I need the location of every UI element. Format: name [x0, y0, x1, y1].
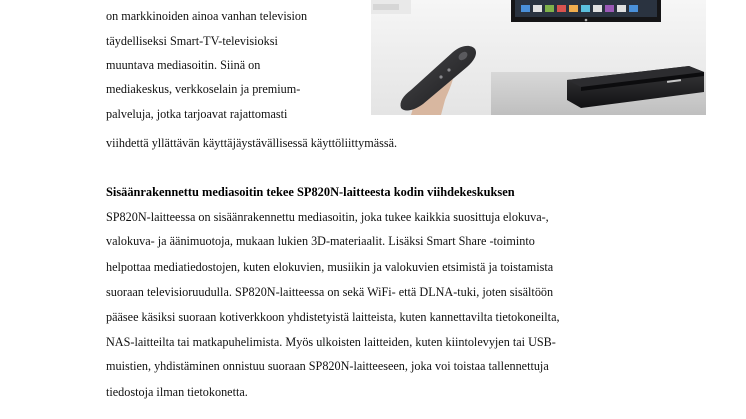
intro-line-5: palveluja, jotka tarjoavat rajattomasti: [106, 107, 288, 121]
intro-line-3: muuntava mediasoitin. Siinä on: [106, 58, 261, 72]
section-heading: Sisäänrakennettu mediasoitin tekee SP820N-laitteesta kodin viihdekeskuksen: [106, 185, 515, 199]
body-line-4: suoraan televisioruudulla. SP820N-laitteessa on sekä WiFi- että DLNA-tuki, joten sisältöön: [106, 285, 554, 299]
intro-line-2: täydelliseksi Smart-TV-televisioksi: [106, 34, 278, 48]
tv-graphic: [511, 0, 661, 22]
body-line-8: tiedostoja ilman tietokonetta.: [106, 385, 248, 399]
intro-line-1: on markkinoiden ainoa vanhan television: [106, 9, 308, 23]
body-line-1: SP820N-laitteessa on sisäänrakennettu mediasoitin, joka tukee kaikkia suosittuja elokuva-,: [106, 210, 549, 224]
intro-line-6: viihdettä yllättävän käyttäjäystävällisessä käyttöliittymässä.: [106, 136, 398, 150]
intro-line-4: mediakeskus, verkkoselain ja premium-: [106, 82, 301, 96]
body-line-5: pääsee käsiksi suoraan kotiverkkoon yhdistetyistä laitteista, kuten kannettavilta tietokoneilta,: [106, 310, 560, 324]
body-line-6: NAS-laitteilta tai matkapuhelimista. Myös ulkoisten laitteiden, kuten kiintolevyjen tai USB-: [106, 335, 556, 349]
product-photo: [371, 0, 706, 115]
body-line-7: muistien, yhdistäminen onnistuu suoraan SP820N-laitteeseen, joka voi toistaa tallennettuja: [106, 359, 549, 373]
body-line-2: valokuva- ja äänimuotoja, mukaan lukien 3D-materiaalit. Lisäksi Smart Share -toiminto: [106, 234, 535, 248]
body-line-3: helpottaa mediatiedostojen, kuten elokuvien, musiikin ja valokuvien etsimistä ja toistamista: [106, 260, 554, 274]
